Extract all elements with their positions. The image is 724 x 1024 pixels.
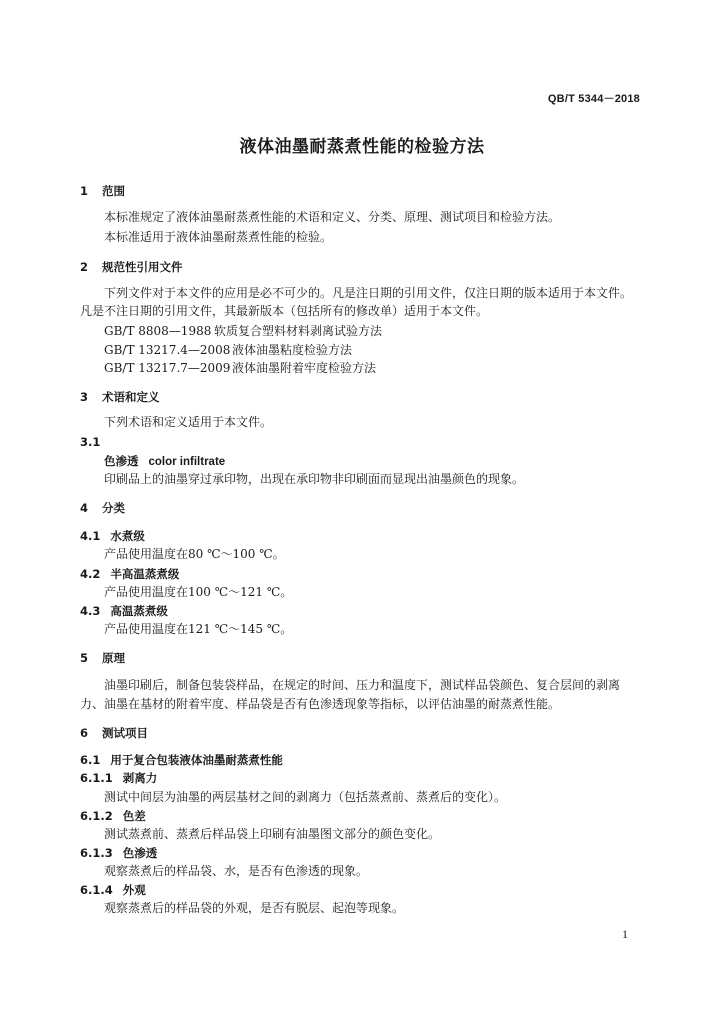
paragraph: 观察蒸煮后的样品袋、水，是否有色渗透的现象。 (104, 864, 369, 878)
section-title: 测试项目 (102, 726, 149, 740)
paragraph: 观察蒸煮后的样品袋的外观，是否有脱层、起泡等现象。 (104, 901, 405, 915)
section-title: 规范性引用文件 (102, 260, 183, 274)
subsection-heading (80, 566, 179, 582)
paragraph: 下列术语和定义适用于本文件。 (104, 415, 273, 429)
paragraph: 力、油墨在基材的附着牢度、样品袋是否有色渗透现象等指标，以评估油墨的耐蒸煮性能。 (80, 697, 561, 711)
page-number: 1 (622, 927, 628, 941)
subsection-number: 3.1 (80, 435, 101, 449)
item-title: 色差 (122, 809, 146, 823)
section-number: 1 (80, 184, 89, 198)
section-1-heading (80, 183, 125, 199)
term-entry (104, 453, 225, 470)
term-chinese: 色渗透 (104, 454, 139, 468)
section-number: 5 (80, 651, 89, 665)
item-number: 6.1.2 (80, 809, 113, 823)
reference-title: 软质复合塑料材料剥离试验方法 (214, 324, 383, 338)
item-number: 6.1.3 (80, 846, 113, 860)
item-heading (80, 808, 146, 824)
item-title: 外观 (122, 883, 146, 897)
section-title: 原理 (102, 651, 126, 665)
section-4-heading (80, 500, 125, 516)
document-title: 液体油墨耐蒸煮性能的检验方法 (239, 137, 485, 157)
section-number: 6 (80, 726, 89, 740)
paragraph: 测试蒸煮前、蒸煮后样品袋上印刷有油墨图文部分的颜色变化。 (104, 827, 441, 841)
paragraph: 本标准规定了液体油墨耐蒸煮性能的术语和定义、分类、原理、测试项目和检验方法。 (104, 210, 561, 224)
term-definition: 印刷品上的油墨穿过承印物，出现在承印物非印刷面而显现出油墨颜色的现象。 (104, 472, 525, 486)
item-number: 6.1.1 (80, 771, 113, 785)
paragraph: 测试中间层为油墨的两层基材之间的剥离力（包括蒸煮前、蒸煮后的变化）。 (104, 790, 507, 804)
section-2-heading (80, 259, 183, 275)
subsection-heading (80, 752, 283, 768)
reference-item (104, 323, 382, 339)
subsection-heading (80, 603, 168, 619)
subsection-number: 4.1 (80, 529, 101, 543)
reference-title: 液体油墨粘度检验方法 (232, 343, 353, 357)
reference-code: GB/T 13217.7—2009 (104, 361, 231, 375)
item-heading (80, 882, 146, 898)
item-title: 色渗透 (122, 846, 158, 860)
item-number: 6.1.4 (80, 883, 113, 897)
section-number: 4 (80, 501, 89, 515)
section-number: 3 (80, 390, 89, 404)
section-title: 范围 (102, 184, 126, 198)
paragraph: 产品使用温度在121 ℃～145 ℃。 (104, 622, 293, 636)
term-english: color infiltrate (148, 456, 226, 468)
subsection-number: 4.3 (80, 604, 101, 618)
section-number: 2 (80, 260, 89, 274)
subsection-number: 6.1 (80, 753, 101, 767)
paragraph: 产品使用温度在80 ℃～100 ℃。 (104, 547, 285, 561)
section-5-heading (80, 650, 125, 666)
item-title: 剥离力 (122, 771, 158, 785)
reference-code: GB/T 8808—1988 (104, 324, 212, 338)
section-6-heading (80, 725, 148, 741)
paragraph: 本标准适用于液体油墨耐蒸煮性能的检验。 (104, 230, 333, 244)
reference-code: GB/T 13217.4—2008 (104, 343, 231, 357)
reference-item (104, 360, 376, 376)
item-heading (80, 845, 157, 861)
subsection-heading (80, 528, 145, 544)
paragraph: 凡是不注日期的引用文件，其最新版本（包括所有的修改单）适用于本文件。 (80, 304, 489, 318)
paragraph: 油墨印刷后，制备包装袋样品，在规定的时间、压力和温度下，测试样品袋颜色、复合层间的剥离 (104, 678, 621, 692)
section-title: 术语和定义 (102, 390, 160, 404)
item-heading (80, 770, 157, 786)
reference-item (104, 342, 352, 358)
subsection-title: 半高温蒸煮级 (110, 567, 180, 581)
subsection-title: 高温蒸煮级 (110, 604, 168, 618)
reference-title: 液体油墨附着牢度检验方法 (232, 361, 377, 375)
subsection-title: 用于复合包装液体油墨耐蒸煮性能 (110, 753, 283, 767)
section-3-heading (80, 389, 160, 405)
subsection-title: 水煮级 (110, 529, 145, 543)
standard-number: QB/T 5344－2018 (547, 93, 640, 105)
subsection-number: 4.2 (80, 567, 101, 581)
paragraph: 产品使用温度在100 ℃～121 ℃。 (104, 585, 293, 599)
section-title: 分类 (102, 501, 126, 515)
paragraph: 下列文件对于本文件的应用是必不可少的。凡是注日期的引用文件，仅注日期的版本适用于本文件。 (104, 286, 633, 300)
